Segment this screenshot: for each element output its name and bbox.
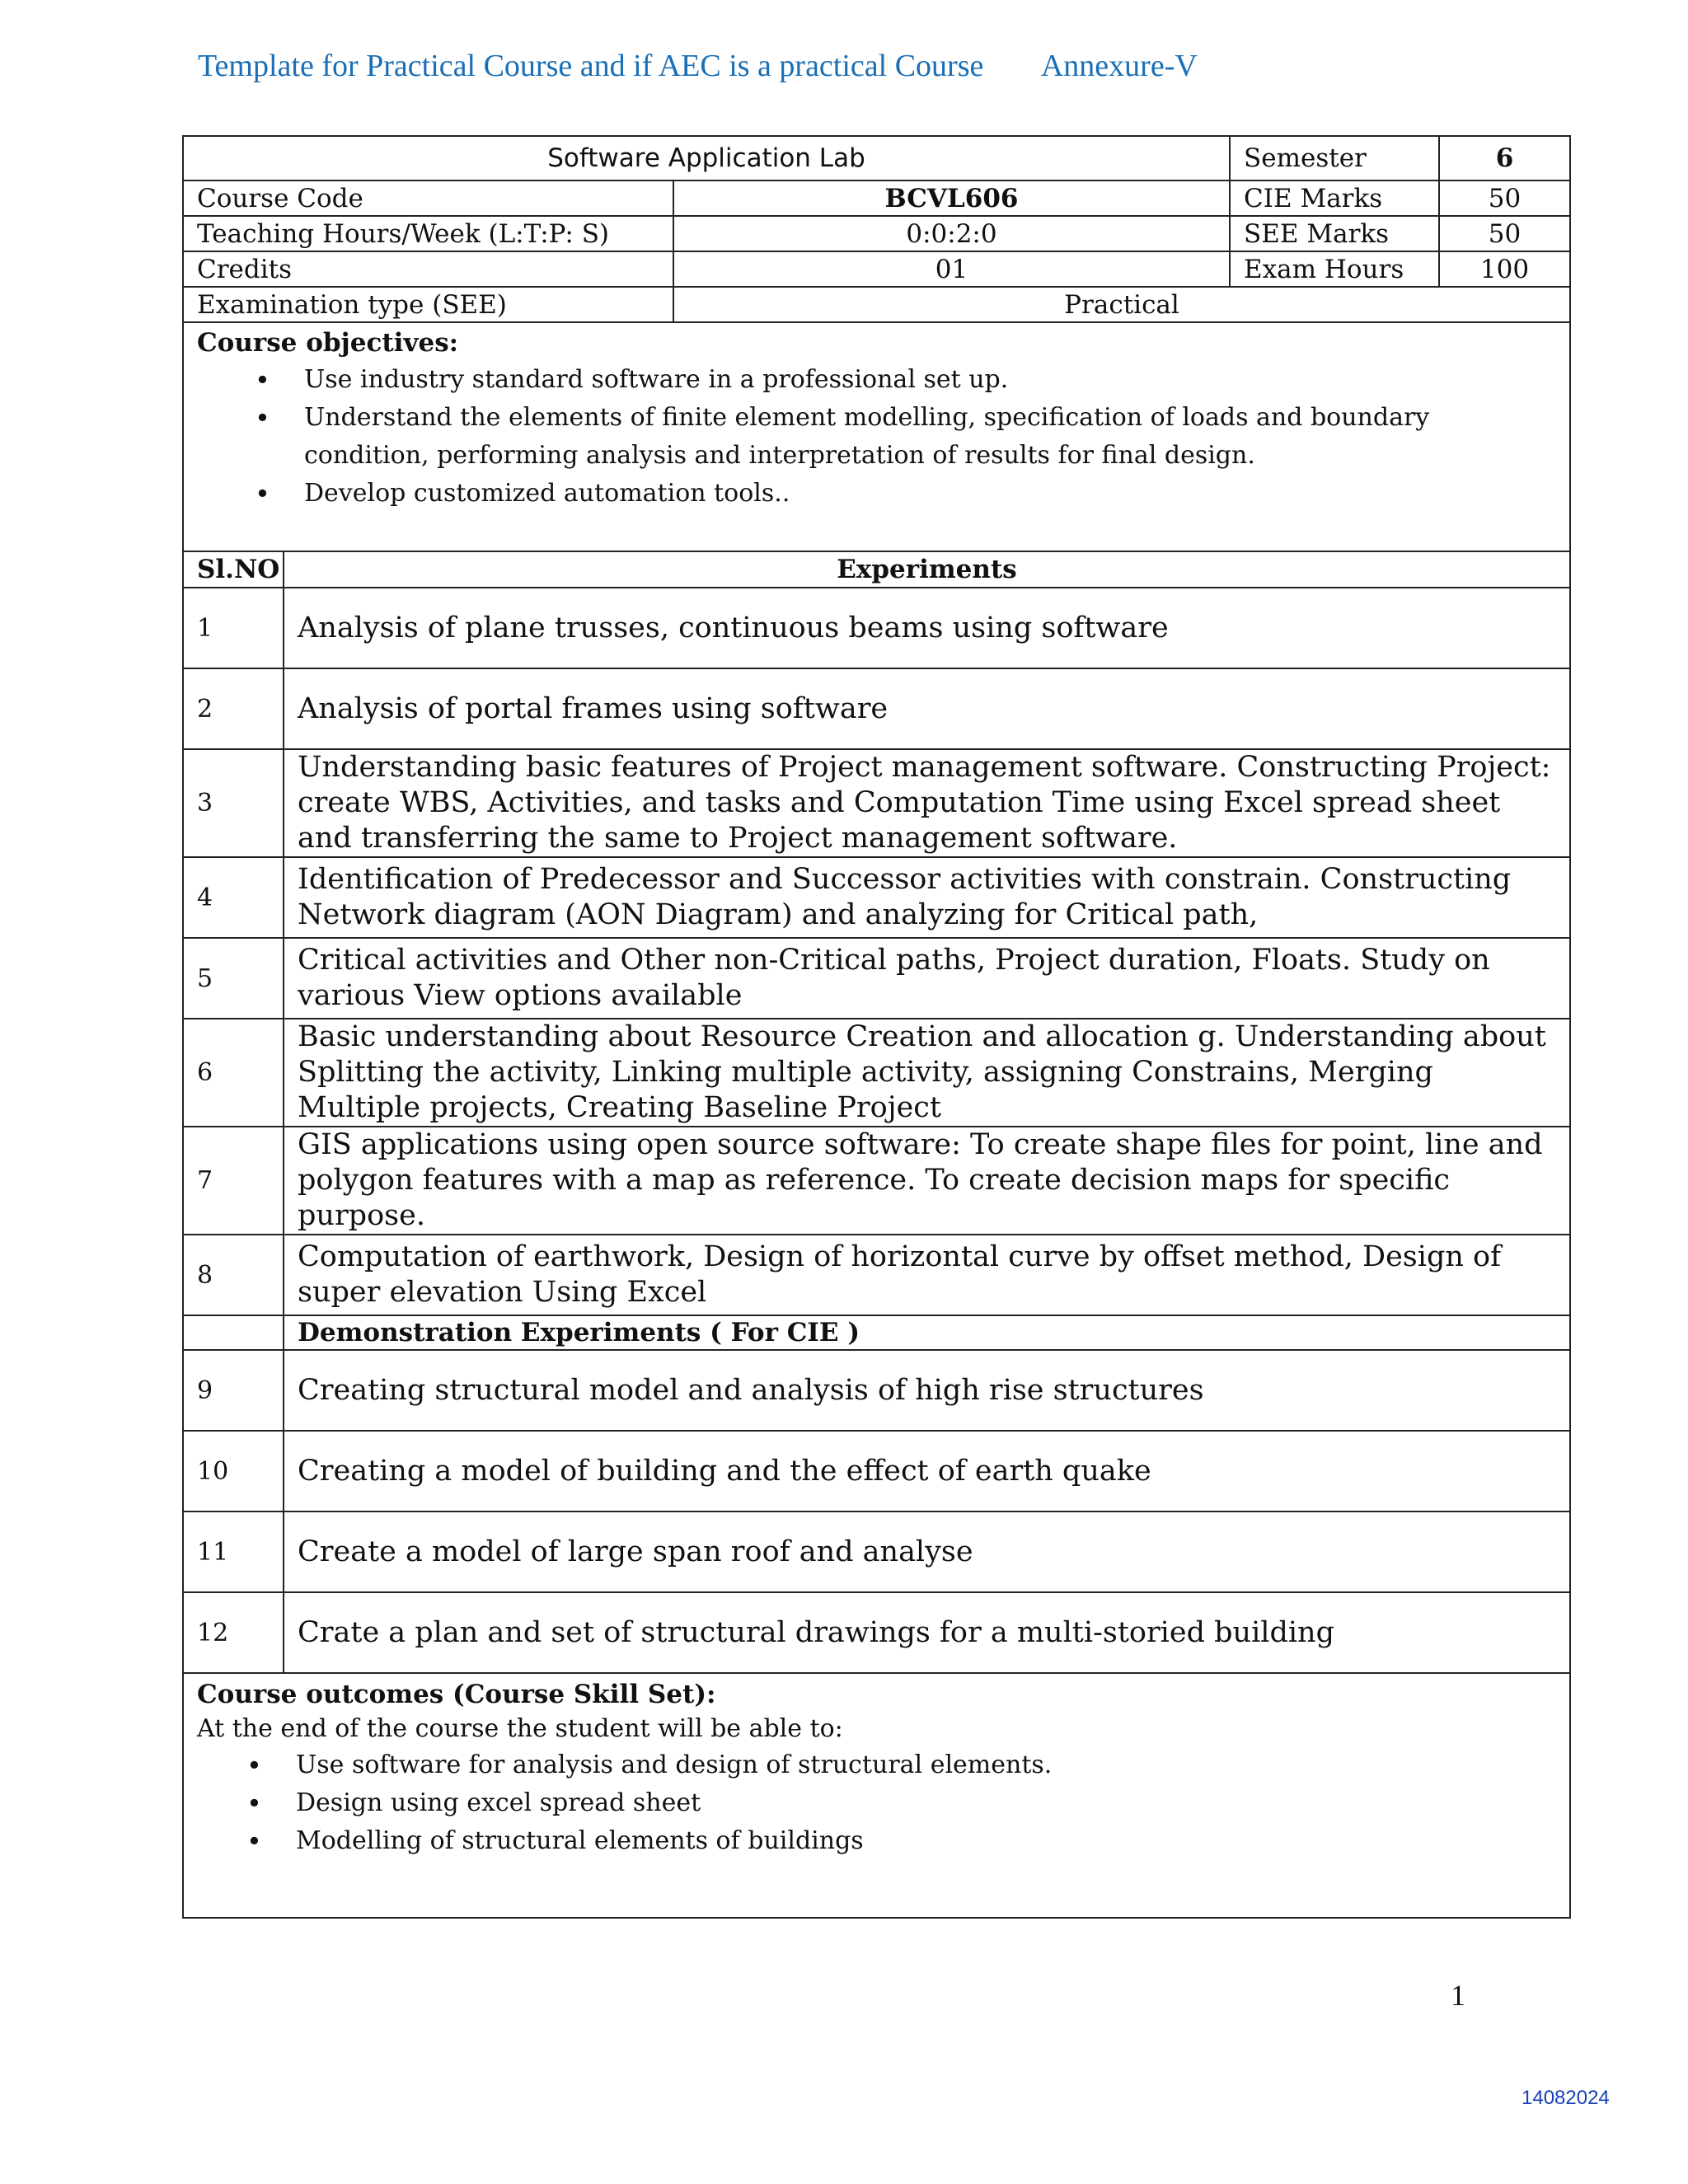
outcomes-list: [197, 1746, 1556, 1860]
objective-item: • Understand the elements of finite element modelling, specification of loads and boundary condition, performing analysis and interpretation of results for final design.: [255, 399, 1556, 475]
demo-experiment-row: [183, 1592, 1570, 1673]
cie-marks-label: CIE Marks: [1230, 180, 1439, 216]
credits-row: [183, 251, 1570, 287]
exam-type-label: Examination type (SEE): [183, 287, 673, 322]
document-code: 14082024: [1522, 2087, 1610, 2109]
teaching-hours-row: [183, 216, 1570, 251]
experiment-number: 6: [183, 1019, 284, 1127]
experiment-text: Identification of Predecessor and Successor activities with constrain. Constructing Network diagram (AON Diagram) and analyzing for Critical path,: [284, 857, 1570, 938]
experiment-text: Analysis of plane trusses, continuous beams using software: [284, 588, 1570, 668]
see-marks-value: 50: [1439, 216, 1570, 251]
experiment-text: Creating structural model and analysis of high rise structures: [284, 1350, 1570, 1431]
experiment-text: Crate a plan and set of structural drawings for a multi-storied building: [284, 1592, 1570, 1673]
template-title: Template for Practical Course and if AEC is a practical Course: [198, 49, 984, 83]
experiment-row: [183, 1019, 1570, 1127]
demo-experiment-row: [183, 1511, 1570, 1592]
experiment-text: Analysis of portal frames using software: [284, 668, 1570, 749]
page-header: [198, 48, 1198, 84]
annexure-label: Annexure-V: [1040, 49, 1198, 83]
experiment-number: 10: [183, 1431, 284, 1511]
experiment-text: Critical activities and Other non-Critical paths, Project duration, Floats. Study on various View options available: [284, 938, 1570, 1019]
experiment-row: [183, 749, 1570, 857]
semester-label: Semester: [1230, 136, 1439, 180]
course-outcomes: [183, 1673, 1570, 1918]
demo-header-blank: [183, 1315, 284, 1350]
experiment-number: 4: [183, 857, 284, 938]
experiment-number: 1: [183, 588, 284, 668]
experiment-row: [183, 938, 1570, 1019]
objectives-list: [197, 361, 1556, 513]
outcome-item: • Use software for analysis and design of structural elements.: [246, 1746, 1556, 1784]
credits-value: 01: [673, 251, 1230, 287]
course-code-row: [183, 180, 1570, 216]
demo-experiment-row: [183, 1431, 1570, 1511]
experiment-number: 8: [183, 1235, 284, 1315]
experiment-row: [183, 1235, 1570, 1315]
objective-item: • Use industry standard software in a professional set up.: [255, 361, 1556, 399]
experiment-text: Creating a model of building and the effect of earth quake: [284, 1431, 1570, 1511]
experiment-text: Computation of earthwork, Design of horizontal curve by offset method, Design of super elevation Using Excel: [284, 1235, 1570, 1315]
experiment-row: [183, 857, 1570, 938]
experiment-number: 11: [183, 1511, 284, 1592]
see-marks-label: SEE Marks: [1230, 216, 1439, 251]
exam-type-value: Practical: [673, 287, 1570, 322]
objectives-heading: Course objectives:: [197, 328, 459, 358]
experiments-header-row: [183, 551, 1570, 588]
outcomes-row: [183, 1673, 1570, 1918]
cie-marks-value: 50: [1439, 180, 1570, 216]
experiment-number: 5: [183, 938, 284, 1019]
experiment-number: 9: [183, 1350, 284, 1431]
objective-item: • Develop customized automation tools..: [255, 475, 1556, 513]
experiment-number: 2: [183, 668, 284, 749]
page-number: 1: [1451, 1979, 1465, 2012]
demo-experiment-row: [183, 1350, 1570, 1431]
course-code-value: BCVL606: [673, 180, 1230, 216]
experiments-header: Experiments: [284, 551, 1570, 588]
teaching-hours-label: Teaching Hours/Week (L:T:P: S): [183, 216, 673, 251]
course-title: Software Application Lab: [183, 136, 1230, 180]
title-row: [183, 136, 1570, 180]
course-code-label: Course Code: [183, 180, 673, 216]
exam-hours-value: 100: [1439, 251, 1570, 287]
experiment-text: Basic understanding about Resource Creation and allocation g. Understanding about Splitting the activity, Linking multiple activity, assigning Constrains, Merging Multiple projects, Creating Baseline Project: [284, 1019, 1570, 1127]
slno-header: Sl.NO: [183, 551, 284, 588]
experiment-text: Create a model of large span roof and analyse: [284, 1511, 1570, 1592]
outcome-item: • Modelling of structural elements of buildings: [246, 1822, 1556, 1860]
experiment-number: 7: [183, 1127, 284, 1235]
exam-type-row: [183, 287, 1570, 322]
experiment-number: 12: [183, 1592, 284, 1673]
experiment-number: 3: [183, 749, 284, 857]
semester-value: 6: [1439, 136, 1570, 180]
teaching-hours-value: 0:0:2:0: [673, 216, 1230, 251]
experiment-row: [183, 588, 1570, 668]
course-objectives: [183, 322, 1570, 551]
outcomes-intro: At the end of the course the student will be able to:: [197, 1714, 843, 1743]
demo-header: Demonstration Experiments ( For CIE ): [284, 1315, 1570, 1350]
credits-label: Credits: [183, 251, 673, 287]
outcomes-heading: Course outcomes (Course Skill Set):: [197, 1680, 716, 1709]
experiment-text: Understanding basic features of Project management software. Constructing Project: create WBS, Activities, and tasks and Computation Time using Excel spread sheet and transferring the same to Project management software.: [284, 749, 1570, 857]
demo-header-row: [183, 1315, 1570, 1350]
experiment-row: [183, 1127, 1570, 1235]
outcome-item: • Design using excel spread sheet: [246, 1784, 1556, 1822]
experiment-text: GIS applications using open source software: To create shape files for point, line and polygon features with a map as reference. To create decision maps for specific purpose.: [284, 1127, 1570, 1235]
exam-hours-label: Exam Hours: [1230, 251, 1439, 287]
objectives-row: [183, 322, 1570, 551]
course-table: [182, 135, 1571, 1919]
experiment-row: [183, 668, 1570, 749]
